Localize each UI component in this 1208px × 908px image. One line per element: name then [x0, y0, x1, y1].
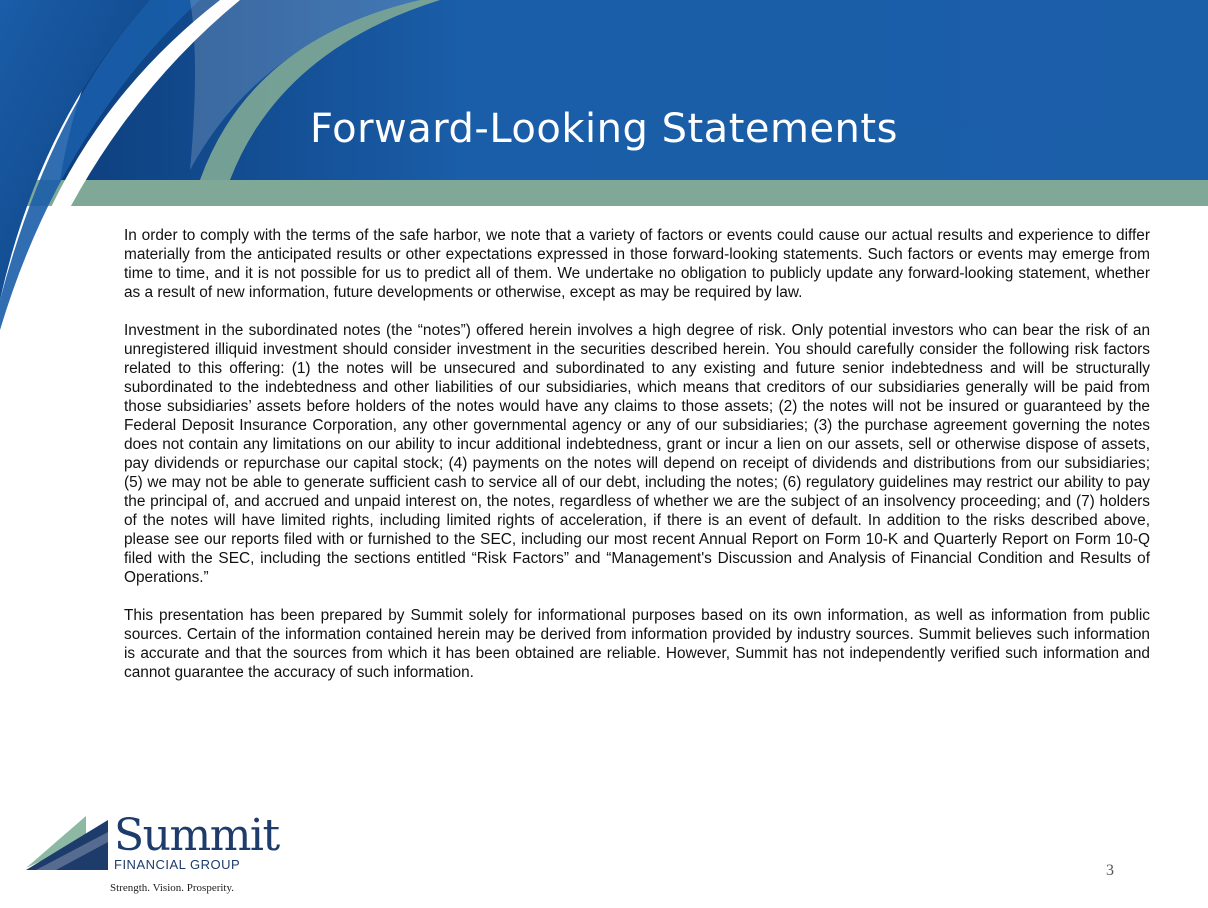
page-number: 3: [1106, 862, 1114, 879]
company-logo: [26, 810, 279, 902]
logo-name: Summit: [114, 810, 279, 861]
accent-band: [0, 180, 1208, 206]
paragraph-disclaimer: This presentation has been prepared by Summit solely for informational purposes based on its own information, as well as information from public sources. Certain of the information contained herein may be derived from information provided by industry sources. Summit believes such information is accurate and that the sources from which it has been obtained are reliable. However, Summit has not independently verified such information and cannot guarantee the accuracy of such information.: [124, 607, 1150, 681]
paragraph-risk-factors: Investment in the subordinated notes (the “notes”) offered herein involves a high degree of risk. Only potential investors who can bear the risk of an unregistered illiquid investment should consider investment in the securities described herein. You should carefully consider the following risk factors related to this offering: (1) the notes will be unsecured and subordinated to any existing and future senior indebtedness and will be structurally subordinated to the indebtedness and other liabilities of our subsidiaries, which means that creditors of our subsidiaries generally will be paid from those subsidiaries’ assets before holders of the notes would have any claims to those assets; (2) the notes will not be insured or guaranteed by the Federal Deposit Insurance Corporation, any other governmental agency or any of our subsidiaries; (3) the purchase agreement governing the notes does not contain any limitations on our ability to incur additional indebtedness, grant or incur a lien on our assets, sell or otherwise dispose of assets, pay dividends or repurchase our capital stock; (4) payments on the notes will depend on receipt of dividends and distributions from our subsidiaries; (5) we may not be able to generate sufficient cash to service all of our debt, including the notes; (6) regulatory guidelines may restrict our ability to pay the principal of, and accrued and unpaid interest on, the notes, regardless of whether we are the subject of an insolvency proceeding; and (7) holders of the notes will have limited rights, including limited rights of acceleration, if there is an event of default. In addition to the risks described above, please see our reports filed with or furnished to the SEC, including our most recent Annual Report on Form 10-K and Quarterly Report on Form 10-Q filed with the SEC, including the sections entitled “Risk Factors” and “Management's Discussion and Analysis of Financial Condition and Results of Operations.”: [124, 322, 1150, 586]
mountain-logo-icon: [26, 812, 116, 872]
logo-tagline: Strength. Vision. Prosperity.: [110, 882, 235, 894]
logo-subtitle: FINANCIAL GROUP: [114, 857, 241, 872]
paragraph-safe-harbor: In order to comply with the terms of the safe harbor, we note that a variety of factors or events could cause our actual results and experience to differ materially from the anticipated results or other expectations expressed in those forward-looking statements. Such factors or events may emerge from time to time, and it is not possible for us to predict all of them. We undertake no obligation to publicly update any forward-looking statement, whether as a result of new information, future developments or otherwise, except as may be required by law.: [124, 227, 1150, 301]
body-text: [124, 226, 1150, 701]
slide-title: Forward-Looking Statements: [310, 106, 898, 152]
